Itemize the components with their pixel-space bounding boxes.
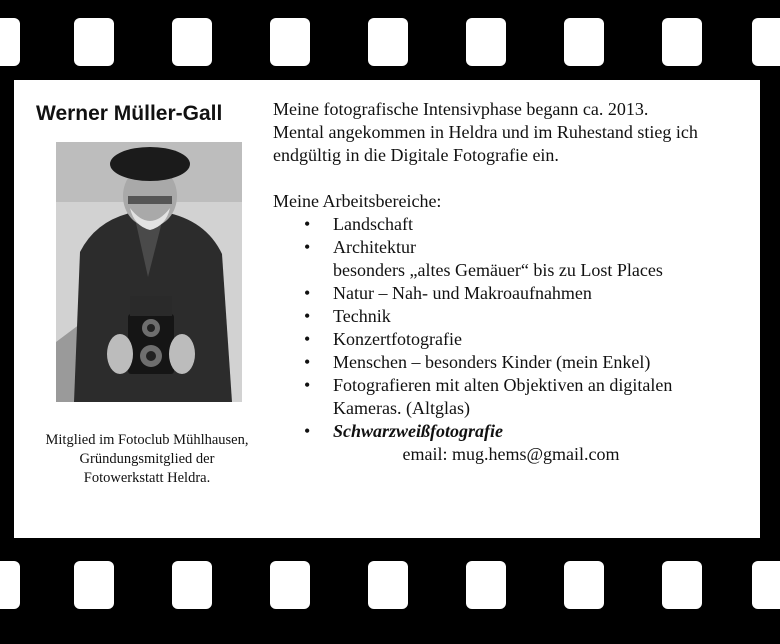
caption-line: Gründungsmitglied der bbox=[79, 451, 215, 467]
perforation bbox=[368, 18, 408, 66]
bullet-icon: • bbox=[304, 237, 311, 257]
perforation bbox=[270, 18, 310, 66]
contact-email: email: mug.hems@gmail.com bbox=[402, 444, 620, 464]
perforation bbox=[564, 561, 604, 609]
perforation bbox=[172, 561, 212, 609]
intro-paragraph bbox=[273, 98, 753, 167]
film-perforations-top bbox=[0, 18, 780, 68]
membership-caption bbox=[14, 431, 280, 488]
areas-heading: Meine Arbeitsbereiche: bbox=[273, 191, 442, 211]
work-area-item: • Landschaft bbox=[304, 214, 413, 234]
bullet-icon: • bbox=[304, 214, 311, 234]
portrait-illustration bbox=[56, 142, 242, 402]
work-area-item: • Konzertfotografie bbox=[304, 329, 462, 349]
intro-line: Mental angekommen in Heldra und im Ruhestand stieg ich bbox=[273, 122, 698, 142]
intro-line: endgültig in die Digitale Fotografie ein. bbox=[273, 145, 559, 165]
work-areas-list bbox=[273, 213, 753, 443]
bullet-icon: • bbox=[304, 283, 311, 303]
bullet-icon: • bbox=[304, 352, 311, 372]
perforation bbox=[270, 561, 310, 609]
perforation bbox=[662, 561, 702, 609]
film-perforations-bottom bbox=[0, 561, 780, 611]
bullet-icon: • bbox=[304, 375, 311, 395]
perforation bbox=[172, 18, 212, 66]
bio-text bbox=[273, 98, 753, 466]
work-area-item: • Architektur besonders „altes Gemäuer“ bis zu Lost Places bbox=[304, 237, 663, 280]
work-area-item: • Menschen – besonders Kinder (mein Enkel) bbox=[304, 352, 651, 372]
work-area-item: • Technik bbox=[304, 306, 391, 326]
perforation bbox=[0, 18, 20, 66]
caption-line: Fotowerkstatt Heldra. bbox=[83, 470, 211, 486]
bullet-icon: • bbox=[304, 421, 311, 441]
perforation bbox=[466, 18, 506, 66]
perforation bbox=[564, 18, 604, 66]
photographer-name: Werner Müller-Gall bbox=[36, 102, 223, 125]
bullet-icon: • bbox=[304, 306, 311, 326]
profile-card bbox=[14, 80, 760, 538]
perforation bbox=[752, 18, 780, 66]
work-area-item: • Fotografieren mit alten Objektiven an digitalen Kameras. (Altglas) bbox=[304, 375, 673, 418]
intro-line: Meine fotografische Intensivphase begann ca. 2013. bbox=[273, 99, 649, 119]
portrait-photo bbox=[56, 142, 242, 402]
perforation bbox=[74, 561, 114, 609]
perforation bbox=[74, 18, 114, 66]
perforation bbox=[752, 561, 780, 609]
bullet-icon: • bbox=[304, 329, 311, 349]
caption-line: Mitglied im Fotoclub Mühlhausen, bbox=[45, 432, 249, 448]
perforation bbox=[0, 561, 20, 609]
work-area-item: • Natur – Nah- und Makroaufnahmen bbox=[304, 283, 592, 303]
perforation bbox=[466, 561, 506, 609]
perforation bbox=[368, 561, 408, 609]
perforation bbox=[662, 18, 702, 66]
work-area-item: • Schwarzweißfotografie bbox=[304, 421, 504, 441]
